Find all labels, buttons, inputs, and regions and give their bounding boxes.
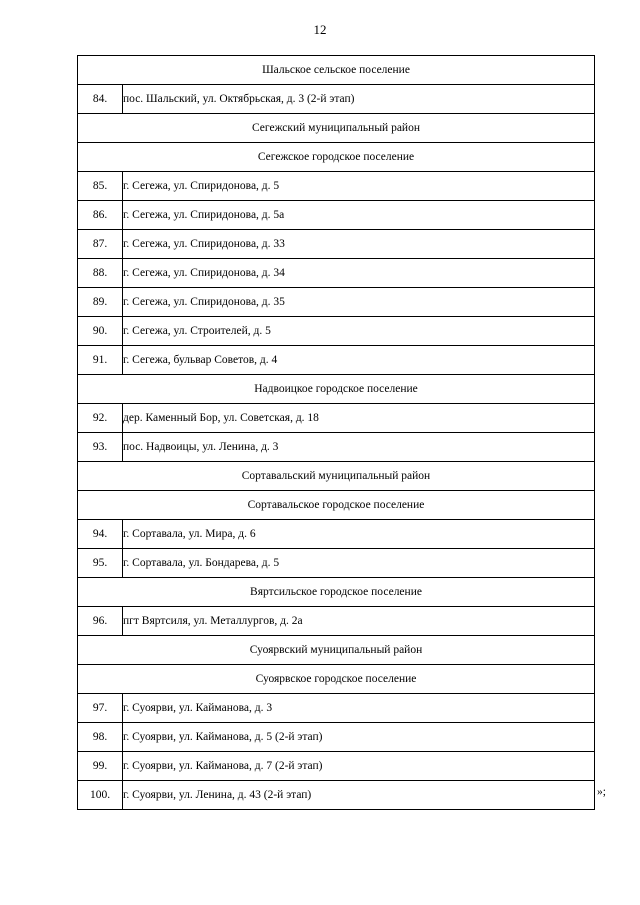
address-table-body	[78, 56, 595, 810]
row-address: г. Суоярви, ул. Кайманова, д. 7 (2-й этап)	[123, 752, 595, 781]
section-header-row	[78, 491, 595, 520]
section-title: Сегежский муниципальный район	[78, 114, 595, 143]
row-number: 99.	[78, 752, 123, 781]
row-address: г. Сегежа, ул. Спиридонова, д. 5а	[123, 201, 595, 230]
section-title: Сегежское городское поселение	[78, 143, 595, 172]
section-header-row	[78, 462, 595, 491]
row-number: 100.	[78, 781, 123, 810]
table-row	[78, 549, 595, 578]
page-number: 12	[313, 22, 327, 37]
section-title: Вяртсильское городское поселение	[78, 578, 595, 607]
row-address: г. Сегежа, ул. Спиридонова, д. 35	[123, 288, 595, 317]
table-row	[78, 317, 595, 346]
table-row	[78, 346, 595, 375]
address-table	[77, 55, 595, 810]
row-number: 93.	[78, 433, 123, 462]
section-title: Суоярвское городское поселение	[78, 665, 595, 694]
table-row	[78, 433, 595, 462]
row-number: 86.	[78, 201, 123, 230]
section-title: Суоярвский муниципальный район	[78, 636, 595, 665]
section-title: Сортавальский муниципальный район	[78, 462, 595, 491]
table-row	[78, 230, 595, 259]
row-address: г. Сортавала, ул. Мира, д. 6	[123, 520, 595, 549]
row-address: г. Суоярви, ул. Ленина, д. 43 (2-й этап)	[123, 781, 595, 810]
row-address: г. Сегежа, ул. Спиридонова, д. 34	[123, 259, 595, 288]
section-header-row	[78, 375, 595, 404]
table-row	[78, 404, 595, 433]
row-address: г. Сегежа, ул. Спиридонова, д. 33	[123, 230, 595, 259]
row-address: г. Сегежа, ул. Строителей, д. 5	[123, 317, 595, 346]
table-row	[78, 85, 595, 114]
table-row	[78, 201, 595, 230]
row-number: 92.	[78, 404, 123, 433]
row-address: г. Сортавала, ул. Бондарева, д. 5	[123, 549, 595, 578]
table-row	[78, 752, 595, 781]
section-header-row	[78, 665, 595, 694]
table-row	[78, 607, 595, 636]
row-address: дер. Каменный Бор, ул. Советская, д. 18	[123, 404, 595, 433]
row-number: 98.	[78, 723, 123, 752]
row-number: 90.	[78, 317, 123, 346]
section-title: Сортавальское городское поселение	[78, 491, 595, 520]
section-header-row	[78, 578, 595, 607]
row-address: пос. Шальский, ул. Октябрьская, д. 3 (2-й этап)	[123, 85, 595, 114]
section-header-row	[78, 114, 595, 143]
table-row	[78, 172, 595, 201]
table-row	[78, 520, 595, 549]
closing-quote-mark: »;	[597, 786, 606, 798]
row-number: 85.	[78, 172, 123, 201]
row-address: пос. Надвоицы, ул. Ленина, д. 3	[123, 433, 595, 462]
section-title: Надвоицкое городское поселение	[78, 375, 595, 404]
section-header-row	[78, 56, 595, 85]
section-header-row	[78, 636, 595, 665]
row-number: 97.	[78, 694, 123, 723]
row-number: 89.	[78, 288, 123, 317]
table-row	[78, 723, 595, 752]
table-row	[78, 781, 595, 810]
section-title: Шальское сельское поселение	[78, 56, 595, 85]
section-header-row	[78, 143, 595, 172]
row-address: г. Сегежа, ул. Спиридонова, д. 5	[123, 172, 595, 201]
row-address: пгт Вяртсиля, ул. Металлургов, д. 2а	[123, 607, 595, 636]
row-number: 94.	[78, 520, 123, 549]
row-address: г. Суоярви, ул. Кайманова, д. 3	[123, 694, 595, 723]
table-row	[78, 259, 595, 288]
row-address: г. Суоярви, ул. Кайманова, д. 5 (2-й этап)	[123, 723, 595, 752]
row-number: 95.	[78, 549, 123, 578]
row-number: 88.	[78, 259, 123, 288]
row-number: 91.	[78, 346, 123, 375]
row-address: г. Сегежа, бульвар Советов, д. 4	[123, 346, 595, 375]
table-row	[78, 694, 595, 723]
row-number: 87.	[78, 230, 123, 259]
row-number: 84.	[78, 85, 123, 114]
table-row	[78, 288, 595, 317]
row-number: 96.	[78, 607, 123, 636]
